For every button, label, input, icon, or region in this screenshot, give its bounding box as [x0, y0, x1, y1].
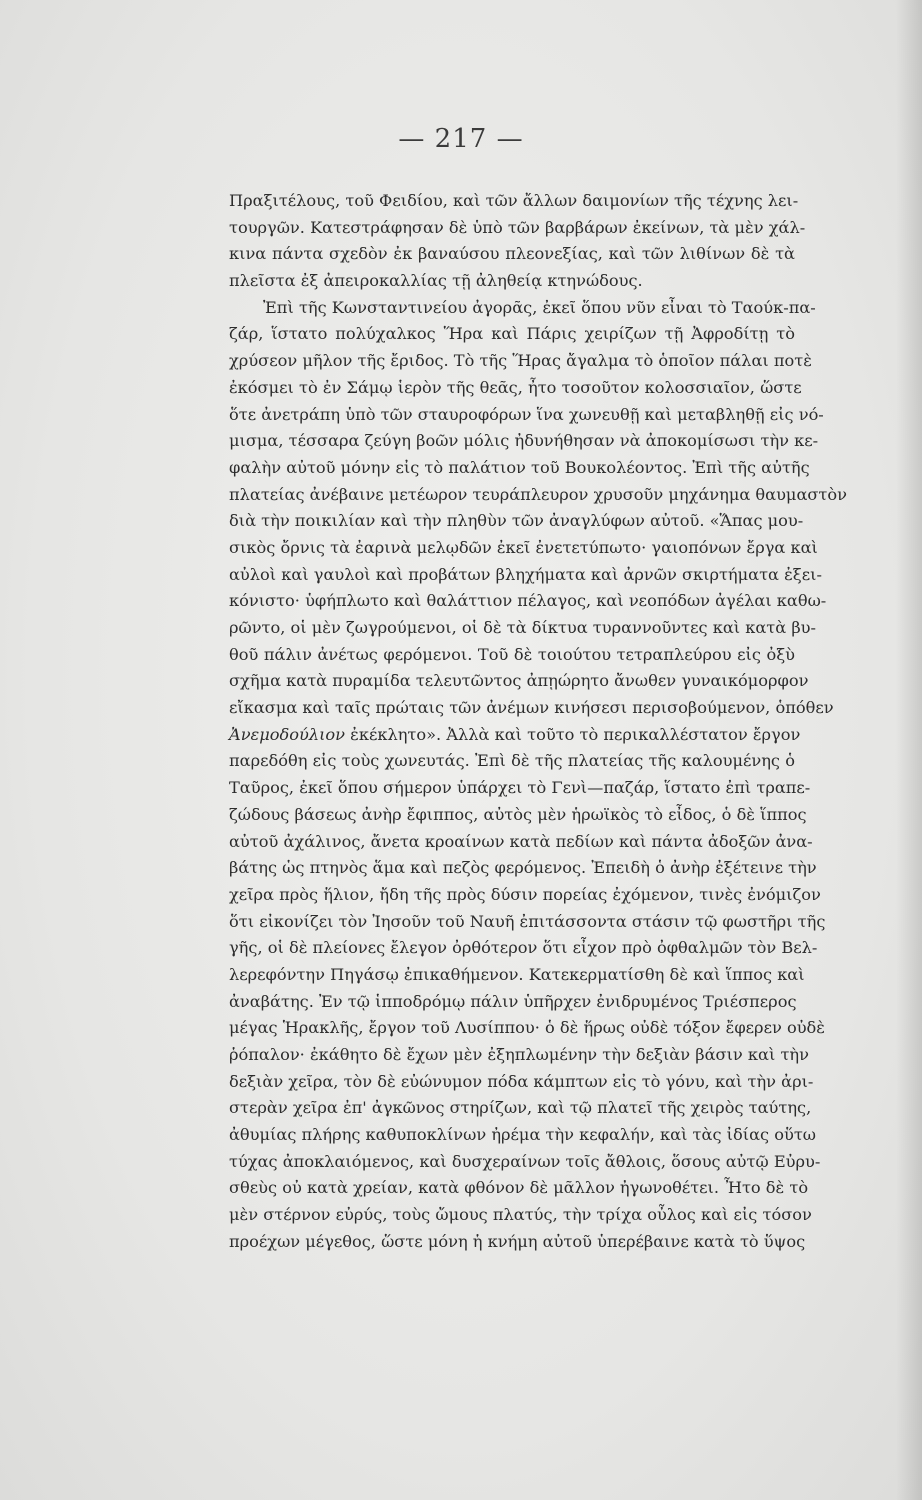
text-line: προέχων μέγεθος, ὥστε μόνη ἡ κνήμη αὐτοῦ ὑπερέβαινε κατὰ τὸ ὕψος — [229, 1231, 806, 1251]
text-line: χρύσεον μῆλον τῆς ἔριδος. Τὸ τῆς Ἥρας ἄγαλμα τὸ ὁποῖον πάλαι ποτὲ — [229, 351, 812, 371]
text-line: ὅτι εἰκονίζει τὸν Ἰησοῦν τοῦ Ναυῆ ἐπιτάσσοντα στάσιν τῷ φωστῆρι τῆς — [229, 911, 826, 931]
text-line: Πραξιτέλους, τοῦ Φειδίου, καὶ τῶν ἄλλων δαιμονίων τῆς τέχνης λει- — [229, 191, 799, 210]
text-line: μισμα, τέσσαρα ζεύγη βοῶν μόλις ἠδυνήθησαν νὰ ἀποκομίσωσι τὴν κε- — [229, 431, 819, 451]
text-line: βάτης ὡς πτηνὸς ἅμα καὶ πεζὸς φερόμενος. Ἐπειδὴ ὁ ἀνὴρ ἐξέτεινε τὴν — [229, 858, 817, 878]
text-line: κινα πάντα σχεδὸν ἐκ βαναύσου πλεονεξίας, καὶ τῶν λιθίνων δὲ τὰ — [229, 244, 795, 264]
text-line: σχῆμα κατὰ πυραμίδα τελευτῶντος ἀπῃώρητο ἄνωθεν γυναικόμορφον — [229, 671, 809, 691]
text-line: Ἐπὶ τῆς Κωνσταντινείου ἀγορᾶς, ἐκεῖ ὅπου νῦν εἶναι τὸ Ταούκ-πα- — [263, 297, 816, 317]
text-line — [229, 1256, 795, 1283]
text-line: αὐλοὶ καὶ γαυλοὶ καὶ προβάτων βληχήματα καὶ ἀρνῶν σκιρτήματα ἐξει- — [229, 564, 822, 584]
text-line: πλατείας ἀνέβαινε μετέωρον τευράπλευρον χρυσοῦν μηχάνημα θαυμαστὸν — [229, 484, 847, 504]
page-edge-shadow — [896, 0, 922, 1500]
text-line — [229, 722, 801, 749]
text-line: ζώδους βάσεως ἀνὴρ ἔφιππος, αὐτὸς μὲν ἡρωϊκὸς τὸ εἶδος, ὁ δὲ ἵππος — [229, 804, 807, 824]
italic-term: Ἀνεμοδούλιον — [229, 724, 346, 744]
text-line: χεῖρα πρὸς ἥλιον, ἤδη τῆς πρὸς δύσιν πορείας ἐχόμενον, τινὲς ἐνόμιζον — [229, 884, 821, 904]
body-text — [229, 188, 847, 1282]
text-line: λερεφόντην Πηγάσῳ ἐπικαθήμενον. Κατεκερματίσθη δὲ καὶ ἵππος καὶ — [229, 964, 805, 984]
text-line: πλεῖστα ἐξ ἀπειροκαλλίας τῇ ἀληθείᾳ κτηνώδους. — [229, 271, 643, 291]
text-line: μέγας Ἡρακλῆς, ἔργον τοῦ Λυσίππου· ὁ δὲ ἥρως οὐδὲ τόξον ἔφερεν οὐδὲ — [229, 1018, 825, 1038]
text-line: γῆς, οἱ δὲ πλείονες ἔλεγον ὀρθότερον ὅτι εἶχον πρὸ ὀφθαλμῶν τὸν Βελ- — [229, 938, 818, 958]
text-line: ρῶντο, οἱ μὲν ζωγρούμενοι, οἱ δὲ τὰ δίκτυα τυραννοῦντες καὶ κατὰ βυ- — [229, 618, 816, 637]
text-line: ῥόπαλον· ἐκάθητο δὲ ἔχων μὲν ἐξηπλωμένην τὴν δεξιὰν βάσιν καὶ τὴν — [229, 1045, 809, 1064]
text-line: μὲν στέρνον εὐρύς, τοὺς ὤμους πλατύς, τὴν τρίχα οὖλος καὶ εἰς τόσον — [229, 1205, 812, 1225]
text-line: διὰ τὴν ποικιλίαν καὶ τὴν πληθὺν τῶν ἀναγλύφων αὐτοῦ. «Ἅπας μου- — [229, 511, 804, 531]
text-line: κόνιστο· ὑφήπλωτο καὶ θαλάττιον πέλαγος, καὶ νεοπόδων ἀγέλαι καθω- — [229, 591, 827, 611]
text-line: εἴκασμα καὶ ταῖς πρώταις τῶν ἀνέμων κινήσεσι περισοβούμενον, ὁπόθεν — [229, 698, 834, 718]
text-line: ἀναβάτης. Ἐν τῷ ἱπποδρόμῳ πάλιν ὑπῆρχεν ἐνιδρυμένος Τριέσπερος — [229, 991, 797, 1011]
text-line: φαλὴν αὐτοῦ μόνην εἰς τὸ παλάτιον τοῦ Βουκολέοντος. Ἐπὶ τῆς αὐτῆς — [229, 457, 810, 477]
text-line: τύχας ἀποκλαιόμενος, καὶ δυσχεραίνων τοῖς ἄθλοις, ὅσους αὐτῷ Εὐρυ- — [229, 1151, 821, 1171]
text-line: δεξιὰν χεῖρα, τὸν δὲ εὐώνυμον πόδα κάμπτων εἰς τὸ γόνυ, καὶ τὴν ἀρι- — [229, 1071, 814, 1091]
text-line: στερὰν χεῖρα ἐπ' ἀγκῶνος στηρίζων, καὶ τῷ πλατεῖ τῆς χειρὸς ταύτης, — [229, 1098, 812, 1118]
page-number: — 217 — — [398, 124, 524, 154]
text-line: ἐκόσμει τὸ ἐν Σάμῳ ἱερὸν τῆς θεᾶς, ἦτο τοσοῦτον κολοσσιαῖον, ὥστε — [229, 377, 802, 397]
text-line: Ταῦρος, ἐκεῖ ὅπου σήμερον ὑπάρχει τὸ Γενὶ—παζάρ, ἵστατο ἐπὶ τραπε- — [229, 778, 811, 798]
text-line: αὐτοῦ ἀχάλινος, ἄνετα κροαίνων κατὰ πεδίων καὶ πάντα ἀδοξῶν ἀνα- — [229, 831, 813, 851]
text-line: σθεὺς οὐ κατὰ χρείαν, κατὰ φθόνον δὲ μᾶλλον ἠγωνοθέτει. Ἦτο δὲ τὸ — [229, 1178, 809, 1198]
text-line: παρεδόθη εἰς τοὺς χωνευτάς. Ἐπὶ δὲ τῆς πλατείας τῆς καλουμένης ὁ — [229, 751, 795, 771]
text-line: ἀθυμίας πλήρης καθυποκλίνων ἠρέμα τὴν κεφαλήν, καὶ τὰς ἰδίας οὕτω — [229, 1125, 816, 1145]
text-line: τουργῶν. Κατεστράφησαν δὲ ὑπὸ τῶν βαρβάρων ἐκείνων, τὰ μὲν χάλ- — [229, 217, 806, 237]
text-line: ζάρ, ἵστατο πολύχαλκος Ἥρα καὶ Πάρις χειρίζων τῇ Ἀφροδίτῃ τὸ — [229, 324, 795, 344]
text-line: ὅτε ἀνετράπη ὑπὸ τῶν σταυροφόρων ἵνα χωνευθῇ καὶ μεταβληθῇ εἰς νό- — [229, 404, 824, 424]
text-line: σικὸς ὄρνις τὰ ἐαρινὰ μελῳδῶν ἐκεῖ ἐνετετύπωτο· γαιοπόνων ἔργα καὶ — [229, 537, 818, 557]
text-line-rest: ἐκέκλητο». Ἀλλὰ καὶ τοῦτο τὸ περικαλλέστατον ἔργον — [345, 724, 801, 744]
text-line: θοῦ πάλιν ἀνέτως φερόμενοι. Τοῦ δὲ τοιούτου τετραπλεύρου εἰς ὀξὺ — [229, 644, 795, 664]
